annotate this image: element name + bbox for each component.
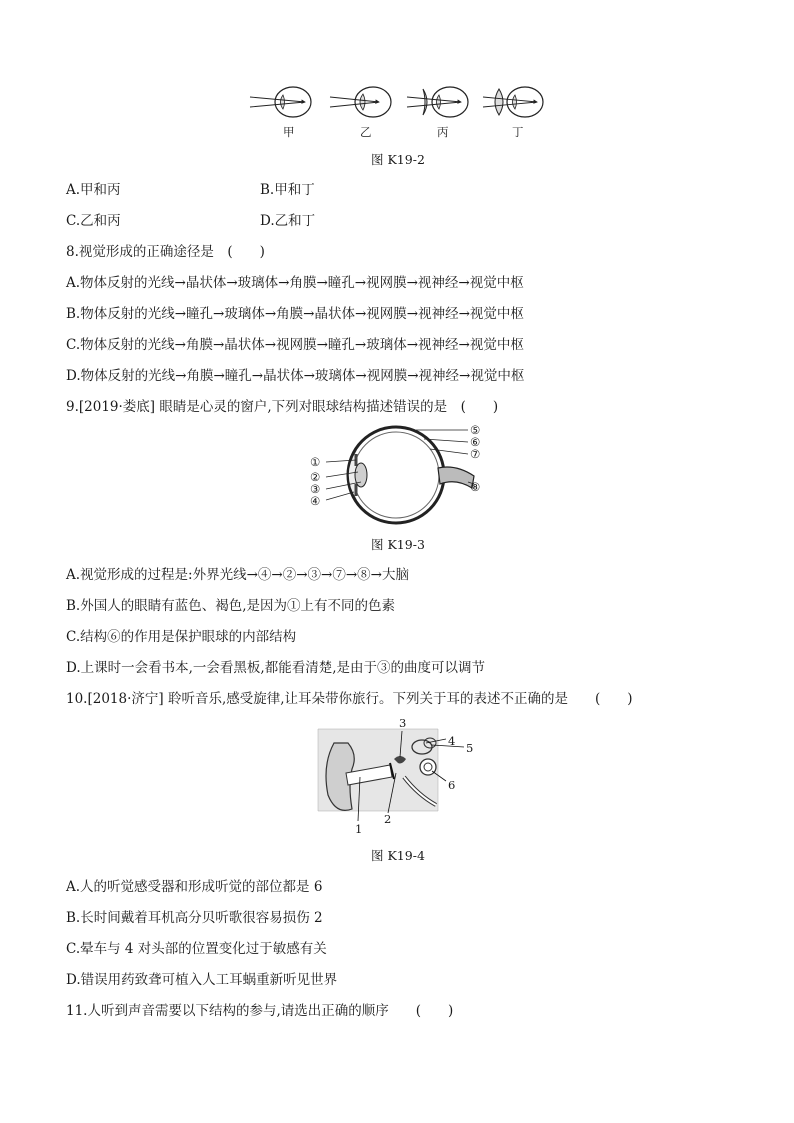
fig2-label-ding: 丁	[512, 125, 524, 139]
q10-option-d[interactable]: D.错误用药致聋可植入人工耳蜗重新听见世界	[66, 972, 338, 988]
fig2-label-yi: 乙	[360, 125, 372, 139]
ear-label-5: 5	[466, 741, 474, 755]
fig2-label-bing: 丙	[437, 125, 449, 139]
q9-option-c[interactable]: C.结构⑥的作用是保护眼球的内部结构	[66, 629, 297, 645]
ear-label-6: 6	[448, 778, 456, 792]
q9-option-a[interactable]: A.视觉形成的过程是:外界光线→④→②→③→⑦→⑧→大脑	[66, 567, 409, 583]
eye-label-6: ⑥	[470, 435, 481, 449]
q10-option-b[interactable]: B.长时间戴着耳机高分贝听歌很容易损伤 2	[66, 910, 323, 926]
q7-option-b[interactable]: B.甲和丁	[260, 182, 315, 198]
eye-label-4: ④	[310, 494, 321, 508]
eye-label-5: ⑤	[470, 423, 481, 437]
figure-caption-k19-2: 图 K19-2	[371, 152, 425, 167]
eye-label-2: ②	[310, 470, 321, 484]
q9-option-d[interactable]: D.上课时一会看书本,一会看黑板,都能看清楚,是由于③的曲度可以调节	[66, 660, 486, 676]
q10-stem: 10.[2018·济宁] 聆听音乐,感受旋律,让耳朵带你旅行。下列关于耳的表述不正确的是 ( )	[66, 691, 633, 707]
eye-diagram-yi	[330, 87, 391, 117]
q10-option-a[interactable]: A.人的听觉感受器和形成听觉的部位都是 6	[66, 879, 323, 895]
eye-label-8: ⑧	[470, 480, 481, 494]
q9-stem: 9.[2019·娄底] 眼睛是心灵的窗户,下列对眼球结构描述错误的是 ( )	[66, 399, 499, 415]
figure-caption-k19-4: 图 K19-4	[371, 848, 425, 863]
q9-option-b[interactable]: B.外国人的眼睛有蓝色、褐色,是因为①上有不同的色素	[66, 598, 396, 614]
q8-stem: 8.视觉形成的正确途径是 ( )	[66, 244, 265, 260]
eye-diagram-bing	[407, 87, 468, 117]
lens-shape	[355, 463, 367, 487]
q8-option-b[interactable]: B.物体反射的光线→瞳孔→玻璃体→角膜→晶状体→视网膜→视神经→视觉中枢	[66, 306, 524, 322]
eye-lens-diagrams	[245, 83, 565, 123]
ear-structure-diagram	[318, 725, 468, 825]
eye-diagram-jia	[250, 87, 311, 117]
q8-option-c[interactable]: C.物体反射的光线→角膜→晶状体→视网膜→瞳孔→玻璃体→视神经→视觉中枢	[66, 337, 524, 353]
figure-caption-k19-3: 图 K19-3	[371, 537, 425, 552]
q7-option-d[interactable]: D.乙和丁	[260, 213, 316, 229]
q7-option-a[interactable]: A.甲和丙	[66, 182, 121, 198]
q8-option-d[interactable]: D.物体反射的光线→角膜→瞳孔→晶状体→玻璃体→视网膜→视神经→视觉中枢	[66, 368, 525, 384]
ear-label-2: 2	[384, 812, 392, 826]
eye-label-7: ⑦	[470, 447, 481, 461]
eye-label-1: ①	[310, 455, 321, 469]
ear-label-3: 3	[399, 716, 407, 730]
ear-label-1: 1	[355, 822, 363, 836]
q10-option-c[interactable]: C.晕车与 4 对头部的位置变化过于敏感有关	[66, 941, 327, 957]
q11-stem: 11.人听到声音需要以下结构的参与,请选出正确的顺序 ( )	[66, 1003, 454, 1019]
q7-option-c[interactable]: C.乙和丙	[66, 213, 121, 229]
eye-diagram-ding	[483, 87, 543, 117]
fig2-label-jia: 甲	[283, 125, 295, 139]
ear-label-4: 4	[448, 734, 456, 748]
q8-option-a[interactable]: A.物体反射的光线→晶状体→玻璃体→角膜→瞳孔→视网膜→视神经→视觉中枢	[66, 275, 524, 291]
eye-label-3: ③	[310, 482, 321, 496]
